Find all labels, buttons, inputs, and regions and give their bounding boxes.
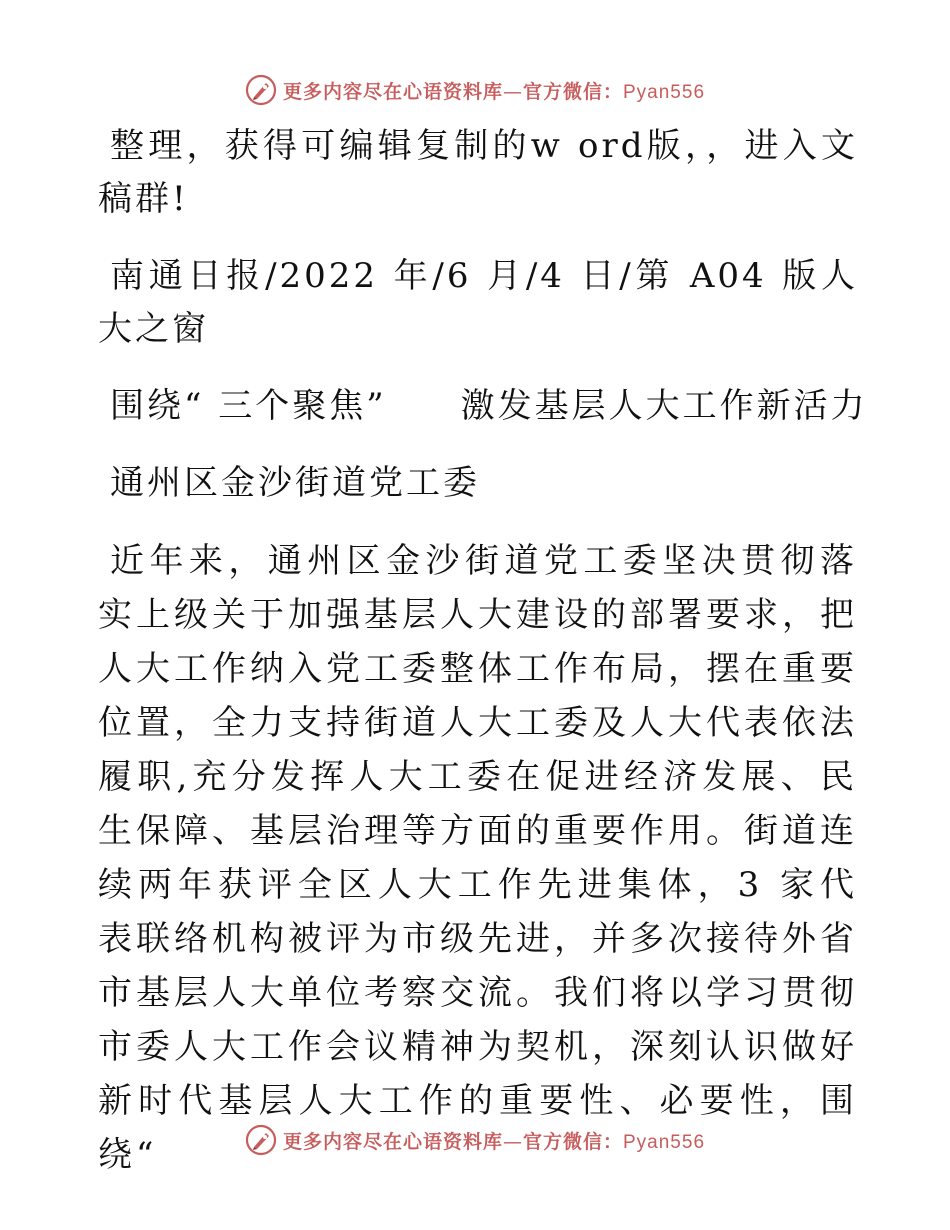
header-watermark (0, 72, 950, 108)
footer-watermark (0, 1122, 950, 1158)
quill-pen-logo-icon (245, 74, 277, 106)
source-line: 南通日报/2022 年/6 月/4 日/第 A04 版人大之窗 (98, 256, 858, 349)
intro-paragraph: 整理，获得可编辑复制的w ord版，，进入文稿群! (98, 126, 858, 219)
watermark-label: 官方微信： (522, 80, 623, 103)
quill-pen-logo-icon (245, 1124, 277, 1156)
watermark-account: Pyan556 (623, 81, 706, 103)
article-title: 围绕“ 三个聚焦” 激发基层人大工作新活力 (110, 386, 868, 426)
watermark-account: Pyan556 (623, 1131, 706, 1153)
watermark-text (283, 1127, 705, 1154)
watermark-separator: — (502, 1130, 523, 1153)
watermark-label: 官方微信： (522, 1130, 623, 1153)
article-author: 通州区金沙街道党工委 (110, 463, 480, 503)
watermark-text (283, 77, 705, 104)
article-body: 近年来，通州区金沙街道党工委坚决贯彻落实上级关于加强基层人大建设的部署要求，把人大工作纳入党工委整体工作布局，摆在重要位置，全力支持街道人大工委及人大代表依法履职,充分发挥人大工委在促进经济发展、民生保障、基层治理等方面的重要作用。街道连续两年获评全区人大工作先进集体，3 家代表联络机构被评为市级先进，并多次接待外省市基层人大单位考察交流。我们将以学习贯彻市委人大工作会议精神为契机，深刻认识做好新时代基层人大工作的重要性、必要性，围绕“ (98, 541, 858, 1175)
watermark-brand: 更多内容尽在心语资料库 (282, 1130, 503, 1153)
document-body (98, 120, 868, 1206)
watermark-brand: 更多内容尽在心语资料库 (282, 80, 503, 103)
watermark-separator: — (502, 80, 523, 103)
